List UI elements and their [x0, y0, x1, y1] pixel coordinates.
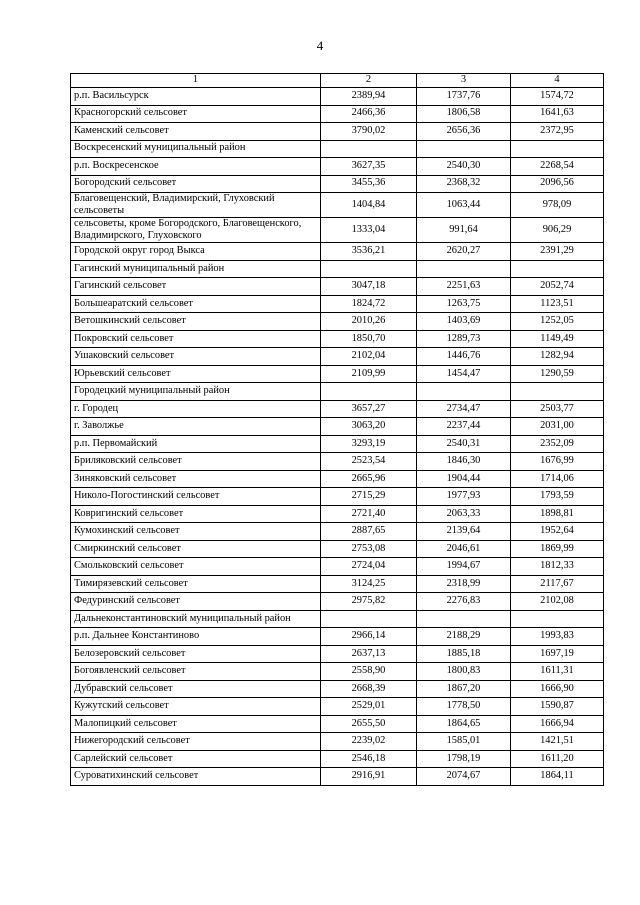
- column-header: 1: [71, 74, 321, 88]
- row-name-cell: Смольковский сельсовет: [71, 558, 321, 576]
- value-col2-cell: 3657,27: [321, 400, 417, 418]
- row-name-cell: Гагинский сельсовет: [71, 278, 321, 296]
- table-row: [71, 260, 604, 278]
- value-col2-cell: 1404,84: [321, 193, 417, 218]
- table-row: [71, 123, 604, 141]
- value-col4-cell: 1666,90: [511, 680, 604, 698]
- value-col4-cell: 2352,09: [511, 435, 604, 453]
- value-col2-cell: 2966,14: [321, 628, 417, 646]
- table-row: [71, 628, 604, 646]
- value-col3-cell: 2063,33: [417, 505, 511, 523]
- value-col3-cell: 1585,01: [417, 733, 511, 751]
- row-name-cell: Зиняковский сельсовет: [71, 470, 321, 488]
- value-col3-cell: 2139,64: [417, 523, 511, 541]
- value-col2-cell: [321, 260, 417, 278]
- value-col4-cell: 1574,72: [511, 88, 604, 106]
- table-row: [71, 218, 604, 243]
- value-col4-cell: 1666,94: [511, 715, 604, 733]
- value-col3-cell: 1454,47: [417, 365, 511, 383]
- value-col2-cell: 3790,02: [321, 123, 417, 141]
- row-name-cell: Городецкий муниципальный район: [71, 383, 321, 401]
- row-name-cell: Нижегородский сельсовет: [71, 733, 321, 751]
- value-col2-cell: 2529,01: [321, 698, 417, 716]
- table-row: [71, 418, 604, 436]
- value-col2-cell: 2558,90: [321, 663, 417, 681]
- value-col3-cell: 2251,63: [417, 278, 511, 296]
- value-col4-cell: 1252,05: [511, 313, 604, 331]
- tariff-table: [70, 73, 604, 786]
- table-row: [71, 488, 604, 506]
- value-col3-cell: 2046,61: [417, 540, 511, 558]
- table-row: [71, 193, 604, 218]
- value-col2-cell: 3536,21: [321, 243, 417, 261]
- value-col2-cell: 2715,29: [321, 488, 417, 506]
- table-row: [71, 295, 604, 313]
- value-col4-cell: 1611,31: [511, 663, 604, 681]
- row-name-cell: Юрьевский сельсовет: [71, 365, 321, 383]
- value-col3-cell: 1800,83: [417, 663, 511, 681]
- page-number: 4: [316, 38, 324, 53]
- row-name-cell: Покровский сельсовет: [71, 330, 321, 348]
- value-col2-cell: 2010,26: [321, 313, 417, 331]
- value-col2-cell: [321, 383, 417, 401]
- value-col4-cell: 2102,08: [511, 593, 604, 611]
- table-row: [71, 768, 604, 786]
- row-name-cell: г. Заволжье: [71, 418, 321, 436]
- row-name-cell: Ветошкинский сельсовет: [71, 313, 321, 331]
- value-col2-cell: 2637,13: [321, 645, 417, 663]
- table-row: [71, 645, 604, 663]
- value-col2-cell: 2239,02: [321, 733, 417, 751]
- value-col2-cell: 2975,82: [321, 593, 417, 611]
- row-name-cell: Ушаковский сельсовет: [71, 348, 321, 366]
- value-col2-cell: 2466,36: [321, 105, 417, 123]
- value-col4-cell: 2391,29: [511, 243, 604, 261]
- value-col4-cell: 1290,59: [511, 365, 604, 383]
- row-name-cell: г. Городец: [71, 400, 321, 418]
- value-col3-cell: 2318,99: [417, 575, 511, 593]
- value-col2-cell: 2721,40: [321, 505, 417, 523]
- table-row: [71, 313, 604, 331]
- table-row: [71, 680, 604, 698]
- row-name-cell: Малопицкий сельсовет: [71, 715, 321, 733]
- table-row: [71, 558, 604, 576]
- value-col4-cell: 1993,83: [511, 628, 604, 646]
- value-col2-cell: 2665,96: [321, 470, 417, 488]
- value-col4-cell: 2096,56: [511, 175, 604, 193]
- row-name-cell: Белозеровский сельсовет: [71, 645, 321, 663]
- table-row: [71, 715, 604, 733]
- row-name-cell: Дальнеконстантиновский муниципальный район: [71, 610, 321, 628]
- value-col3-cell: 2237,44: [417, 418, 511, 436]
- table-row: [71, 505, 604, 523]
- value-col4-cell: 1421,51: [511, 733, 604, 751]
- value-col4-cell: 1869,99: [511, 540, 604, 558]
- value-col3-cell: 1904,44: [417, 470, 511, 488]
- value-col3-cell: 1994,67: [417, 558, 511, 576]
- table-row: [71, 698, 604, 716]
- row-name-cell: Гагинский муниципальный район: [71, 260, 321, 278]
- value-col3-cell: 1846,30: [417, 453, 511, 471]
- value-col3-cell: [417, 260, 511, 278]
- value-col3-cell: 1063,44: [417, 193, 511, 218]
- value-col4-cell: 2503,77: [511, 400, 604, 418]
- value-col2-cell: 2655,50: [321, 715, 417, 733]
- value-col3-cell: 1446,76: [417, 348, 511, 366]
- table-row: [71, 278, 604, 296]
- value-col2-cell: 2887,65: [321, 523, 417, 541]
- value-col2-cell: [321, 610, 417, 628]
- table-row: [71, 175, 604, 193]
- table-row: [71, 663, 604, 681]
- row-name-cell: Богородский сельсовет: [71, 175, 321, 193]
- table-row: [71, 105, 604, 123]
- table-row: [71, 575, 604, 593]
- table-row: [71, 243, 604, 261]
- table-row: [71, 540, 604, 558]
- row-name-cell: р.п. Воскресенское: [71, 158, 321, 176]
- row-name-cell: Бриляковский сельсовет: [71, 453, 321, 471]
- value-col2-cell: 3063,20: [321, 418, 417, 436]
- value-col4-cell: 2031,00: [511, 418, 604, 436]
- value-col3-cell: 1806,58: [417, 105, 511, 123]
- value-col3-cell: 1798,19: [417, 750, 511, 768]
- row-name-cell: Кужутский сельсовет: [71, 698, 321, 716]
- value-col3-cell: [417, 383, 511, 401]
- table-row: [71, 348, 604, 366]
- table-row: [71, 330, 604, 348]
- value-col4-cell: 1898,81: [511, 505, 604, 523]
- value-col4-cell: 1282,94: [511, 348, 604, 366]
- value-col3-cell: 2368,32: [417, 175, 511, 193]
- table-row: [71, 610, 604, 628]
- value-col3-cell: 2188,29: [417, 628, 511, 646]
- value-col4-cell: 1641,63: [511, 105, 604, 123]
- value-col3-cell: 1403,69: [417, 313, 511, 331]
- table-row: [71, 365, 604, 383]
- row-name-cell: Кумохинский сельсовет: [71, 523, 321, 541]
- value-col2-cell: 2102,04: [321, 348, 417, 366]
- value-col2-cell: 3455,36: [321, 175, 417, 193]
- value-col2-cell: 2668,39: [321, 680, 417, 698]
- value-col2-cell: 1850,70: [321, 330, 417, 348]
- column-header: 4: [511, 74, 604, 88]
- row-name-cell: р.п. Первомайский: [71, 435, 321, 453]
- row-name-cell: Федуринский сельсовет: [71, 593, 321, 611]
- value-col3-cell: 2540,31: [417, 435, 511, 453]
- value-col4-cell: 1952,64: [511, 523, 604, 541]
- row-name-cell: Ковригинский сельсовет: [71, 505, 321, 523]
- value-col4-cell: 1149,49: [511, 330, 604, 348]
- value-col4-cell: 906,29: [511, 218, 604, 243]
- value-col2-cell: 1333,04: [321, 218, 417, 243]
- value-col2-cell: 3293,19: [321, 435, 417, 453]
- value-col3-cell: 991,64: [417, 218, 511, 243]
- table-row: [71, 158, 604, 176]
- value-col3-cell: 2074,67: [417, 768, 511, 786]
- value-col3-cell: 1778,50: [417, 698, 511, 716]
- row-name-cell: Дубравский сельсовет: [71, 680, 321, 698]
- table-row: [71, 523, 604, 541]
- row-name-cell: Красногорский сельсовет: [71, 105, 321, 123]
- value-col4-cell: 1676,99: [511, 453, 604, 471]
- value-col2-cell: 2109,99: [321, 365, 417, 383]
- value-col3-cell: 1867,20: [417, 680, 511, 698]
- value-col2-cell: 3047,18: [321, 278, 417, 296]
- table-row: [71, 435, 604, 453]
- value-col4-cell: [511, 260, 604, 278]
- table-row: [71, 383, 604, 401]
- value-col3-cell: 1864,65: [417, 715, 511, 733]
- value-col3-cell: [417, 610, 511, 628]
- value-col2-cell: 2916,91: [321, 768, 417, 786]
- table-row: [71, 470, 604, 488]
- row-name-cell: р.п. Дальнее Константиново: [71, 628, 321, 646]
- value-col4-cell: 1793,59: [511, 488, 604, 506]
- value-col2-cell: 2724,04: [321, 558, 417, 576]
- row-name-cell: р.п. Васильсурск: [71, 88, 321, 106]
- row-name-cell: Благовещенский, Владимирский, Глуховский сельсоветы: [71, 193, 321, 218]
- value-col4-cell: 1864,11: [511, 768, 604, 786]
- value-col4-cell: [511, 610, 604, 628]
- value-col3-cell: [417, 140, 511, 158]
- value-col2-cell: 2523,54: [321, 453, 417, 471]
- value-col3-cell: 2540,30: [417, 158, 511, 176]
- row-name-cell: Николо-Погостинский сельсовет: [71, 488, 321, 506]
- value-col4-cell: 1714,06: [511, 470, 604, 488]
- value-col3-cell: 2656,36: [417, 123, 511, 141]
- row-name-cell: Воскресенский муниципальный район: [71, 140, 321, 158]
- row-name-cell: Тимирязевский сельсовет: [71, 575, 321, 593]
- table-row: [71, 750, 604, 768]
- table-row: [71, 593, 604, 611]
- value-col2-cell: 2546,18: [321, 750, 417, 768]
- value-col3-cell: 1977,93: [417, 488, 511, 506]
- value-col3-cell: 1885,18: [417, 645, 511, 663]
- value-col4-cell: 1611,20: [511, 750, 604, 768]
- value-col2-cell: 3124,25: [321, 575, 417, 593]
- column-header: 3: [417, 74, 511, 88]
- row-name-cell: Большеаратский сельсовет: [71, 295, 321, 313]
- value-col4-cell: 2117,67: [511, 575, 604, 593]
- value-col2-cell: 3627,35: [321, 158, 417, 176]
- value-col3-cell: 1289,73: [417, 330, 511, 348]
- value-col4-cell: 2052,74: [511, 278, 604, 296]
- column-header: 2: [321, 74, 417, 88]
- table-row: [71, 400, 604, 418]
- value-col2-cell: 2753,08: [321, 540, 417, 558]
- value-col3-cell: 1263,75: [417, 295, 511, 313]
- row-name-cell: Каменский сельсовет: [71, 123, 321, 141]
- value-col2-cell: 2389,94: [321, 88, 417, 106]
- value-col3-cell: 2276,83: [417, 593, 511, 611]
- table-row: [71, 733, 604, 751]
- row-name-cell: сельсоветы, кроме Богородского, Благовещенского, Владимирского, Глуховского: [71, 218, 321, 243]
- value-col3-cell: 2620,27: [417, 243, 511, 261]
- row-name-cell: Богоявленский сельсовет: [71, 663, 321, 681]
- value-col4-cell: 1123,51: [511, 295, 604, 313]
- value-col4-cell: [511, 140, 604, 158]
- value-col4-cell: 2268,54: [511, 158, 604, 176]
- table-row: [71, 88, 604, 106]
- value-col2-cell: [321, 140, 417, 158]
- value-col4-cell: 2372,95: [511, 123, 604, 141]
- row-name-cell: Сарлейский сельсовет: [71, 750, 321, 768]
- row-name-cell: Городской округ город Выкса: [71, 243, 321, 261]
- value-col4-cell: 1590,87: [511, 698, 604, 716]
- value-col3-cell: 1737,76: [417, 88, 511, 106]
- table-row: [71, 453, 604, 471]
- value-col4-cell: 978,09: [511, 193, 604, 218]
- value-col3-cell: 2734,47: [417, 400, 511, 418]
- row-name-cell: Суроватихинский сельсовет: [71, 768, 321, 786]
- value-col4-cell: [511, 383, 604, 401]
- table-header-row: [71, 74, 604, 88]
- value-col4-cell: 1697,19: [511, 645, 604, 663]
- value-col4-cell: 1812,33: [511, 558, 604, 576]
- row-name-cell: Смиркинский сельсовет: [71, 540, 321, 558]
- table-row: [71, 140, 604, 158]
- value-col2-cell: 1824,72: [321, 295, 417, 313]
